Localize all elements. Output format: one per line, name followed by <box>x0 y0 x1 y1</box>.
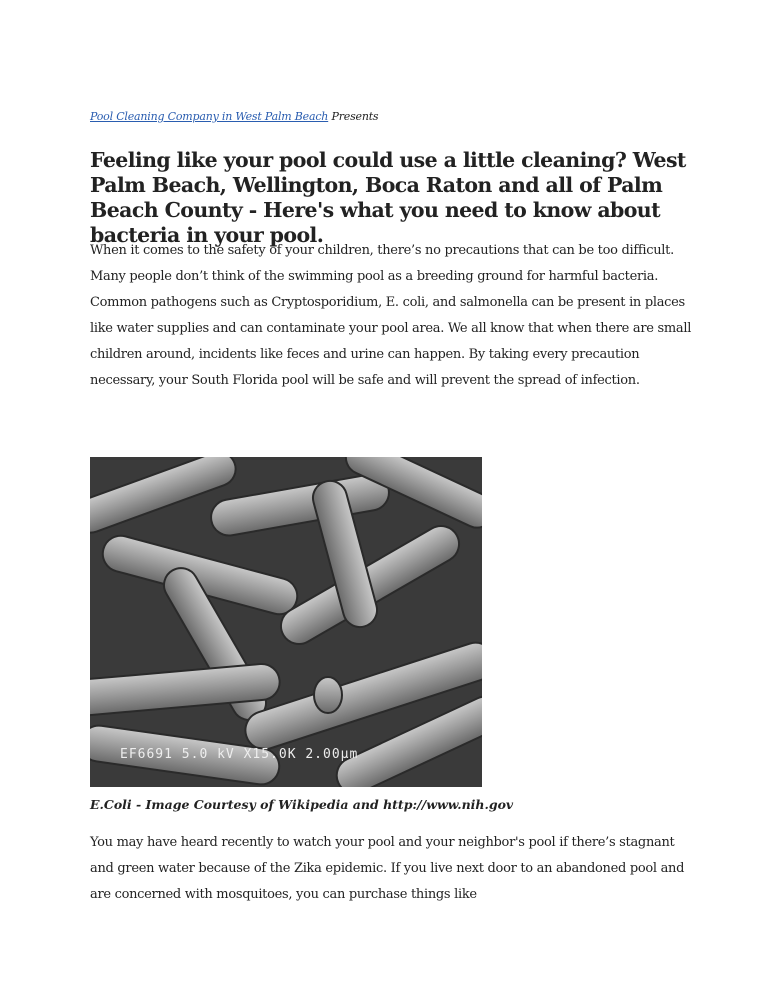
headline: Feeling like your pool could use a little cleaning? West Palm Beach, Wellington, Boca Raton and all of Palm Beach County - Here's what you need to know about bacteria in your pool. <box>90 148 686 247</box>
intro-suffix: Presents <box>328 110 379 123</box>
intro-line <box>90 110 378 123</box>
bacteria-illustration <box>90 457 482 787</box>
paragraph-1: When it comes to the safety of your children, there’s no precautions that can be too difficult. Many people don’t think of the swimming pool as a breeding ground for harmful bacteria. Common pathogens such as Cryptosporidium, E. coli, and salmonella can be present in places like water supplies and can contaminate your pool area. We all know that when there are small children around, incidents like feces and urine can happen. By taking every precaution necessary, your South Florida pool will be safe and will prevent the spread of infection. <box>90 243 692 388</box>
company-link[interactable]: Pool Cleaning Company in West Palm Beach <box>90 110 329 123</box>
image-caption: E.Coli - Image Courtesy of Wikipedia and http://www.nih.gov <box>90 797 514 812</box>
paragraph-2: You may have heard recently to watch your pool and your neighbor's pool if there’s stagnant and green water because of the Zika epidemic. If you live next door to an abandoned pool and are concerned with mosquitoes, you can purchase things like <box>90 835 685 902</box>
ecoli-microscope-image <box>90 457 482 787</box>
microscope-scale-label: EF6691 5.0 kV X15.0K 2.00µm <box>120 747 359 762</box>
